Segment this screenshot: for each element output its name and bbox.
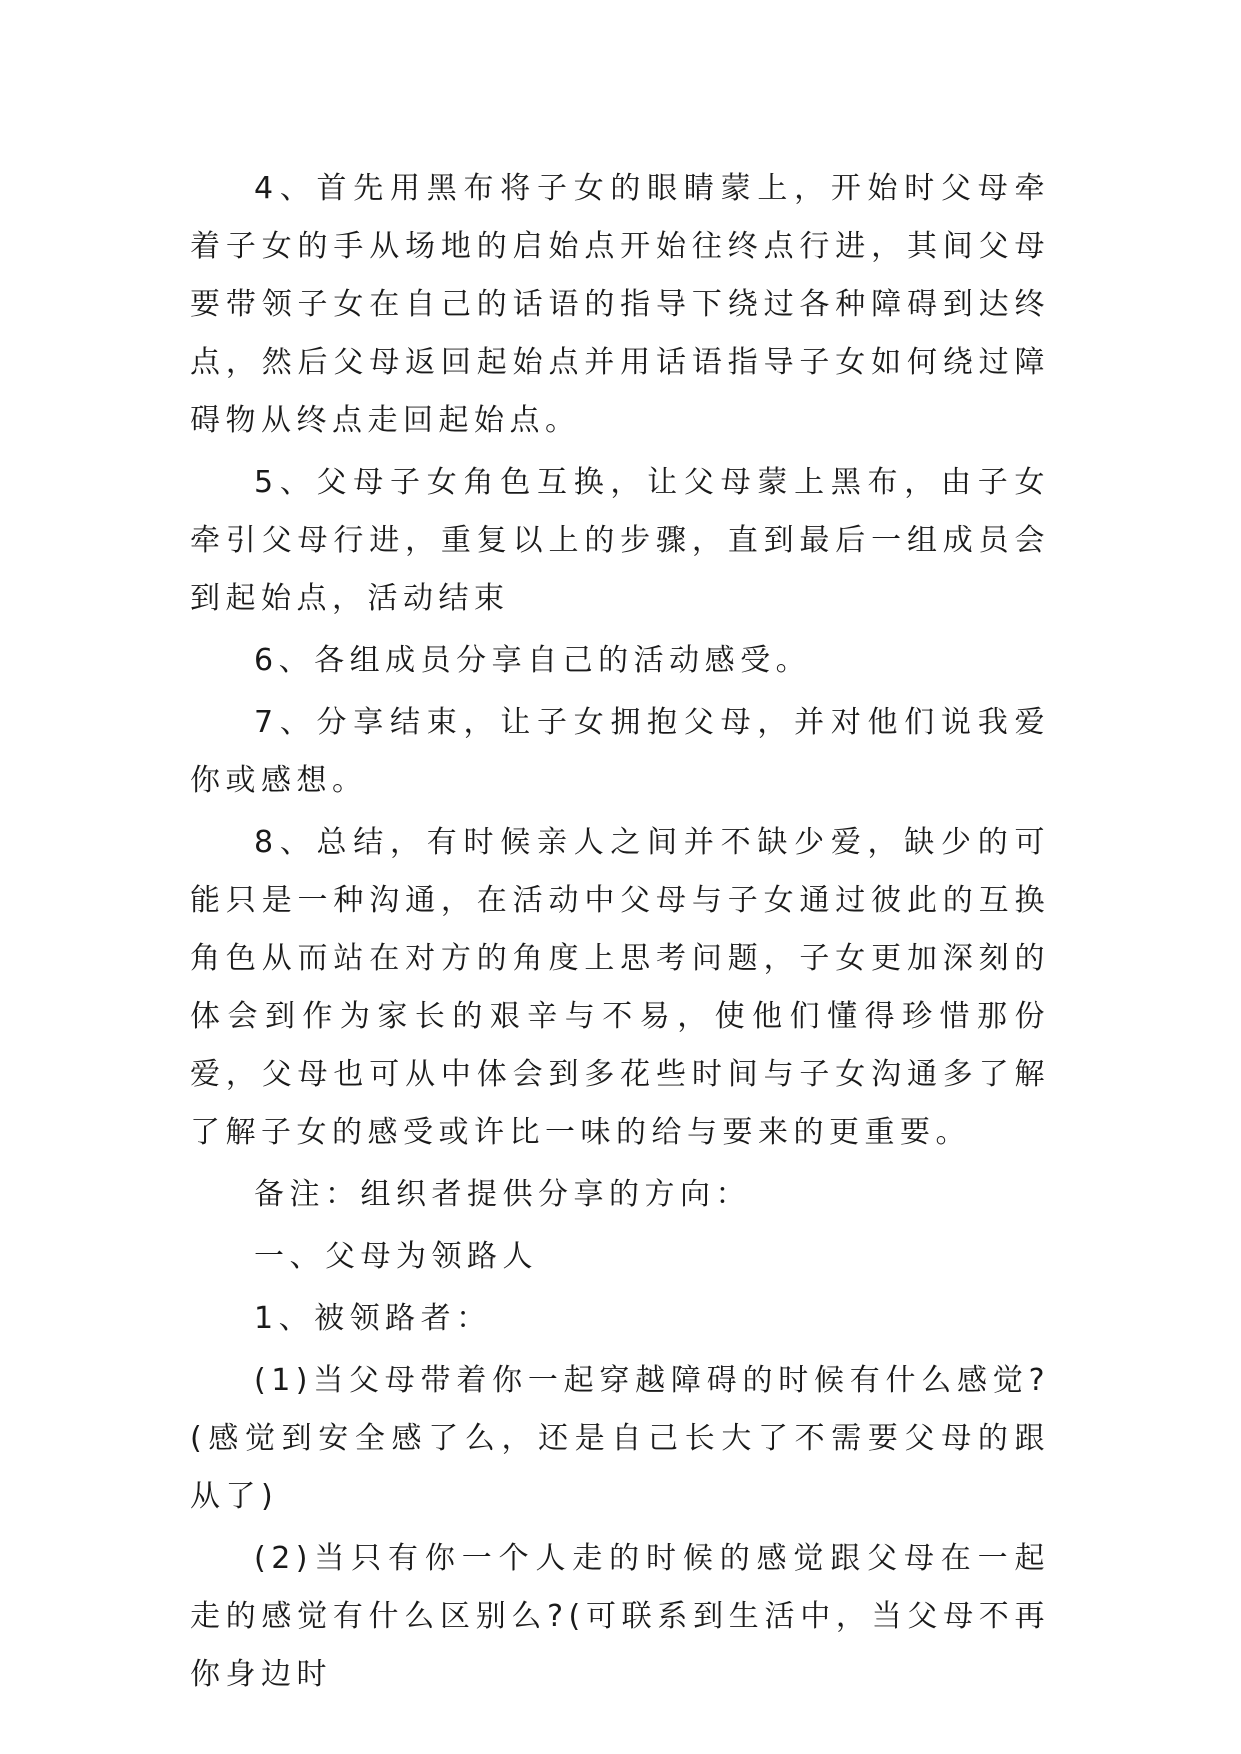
paragraph-step-8: 8、总结，有时候亲人之间并不缺少爱，缺少的可能只是一种沟通，在活动中父母与子女通过彼此的互换角色从而站在对方的角度上思考问题，子女更加深刻的体会到作为家长的艰辛与不易，使他们懂得珍惜那份爱，父母也可从中体会到多花些时间与子女沟通多了解了解子女的感受或许比一味的给与要来的更重要。 — [190, 825, 1050, 1150]
paragraph-step-4: 4、首先用黑布将子女的眼睛蒙上，开始时父母牵着子女的手从场地的启始点开始往终点行进，其间父母要带领子女在自己的话语的指导下绕过各种障碍到达终点，然后父母返回起始点并用话语指导子女如何绕过障碍物从终点走回起始点。 — [190, 171, 1050, 438]
paragraph-step-5: 5、父母子女角色互换，让父母蒙上黑布，由子女牵引父母行进，重复以上的步骤，直到最后一组成员会到起始点，活动结束 — [190, 465, 1050, 616]
section-heading-parents-lead: 一、父母为领路人 — [254, 1239, 538, 1274]
paragraph-note: 备注：组织者提供分享的方向： — [254, 1177, 751, 1212]
paragraph-step-7: 7、分享结束，让子女拥抱父母，并对他们说我爱你或感想。 — [190, 705, 1050, 798]
question-2: (2)当只有你一个人走的时候的感觉跟父母在一起走的感觉有什么区别么?(可联系到生活中，当父母不再你身边时 — [190, 1541, 1050, 1692]
question-1: (1)当父母带着你一起穿越障碍的时候有什么感觉?(感觉到安全感了么，还是自己长大了不需要父母的跟从了) — [190, 1363, 1050, 1514]
paragraph-step-6: 6、各组成员分享自己的活动感受。 — [254, 643, 812, 678]
document-body — [190, 160, 1050, 1708]
subheading-led-person: 1、被领路者： — [254, 1301, 492, 1336]
